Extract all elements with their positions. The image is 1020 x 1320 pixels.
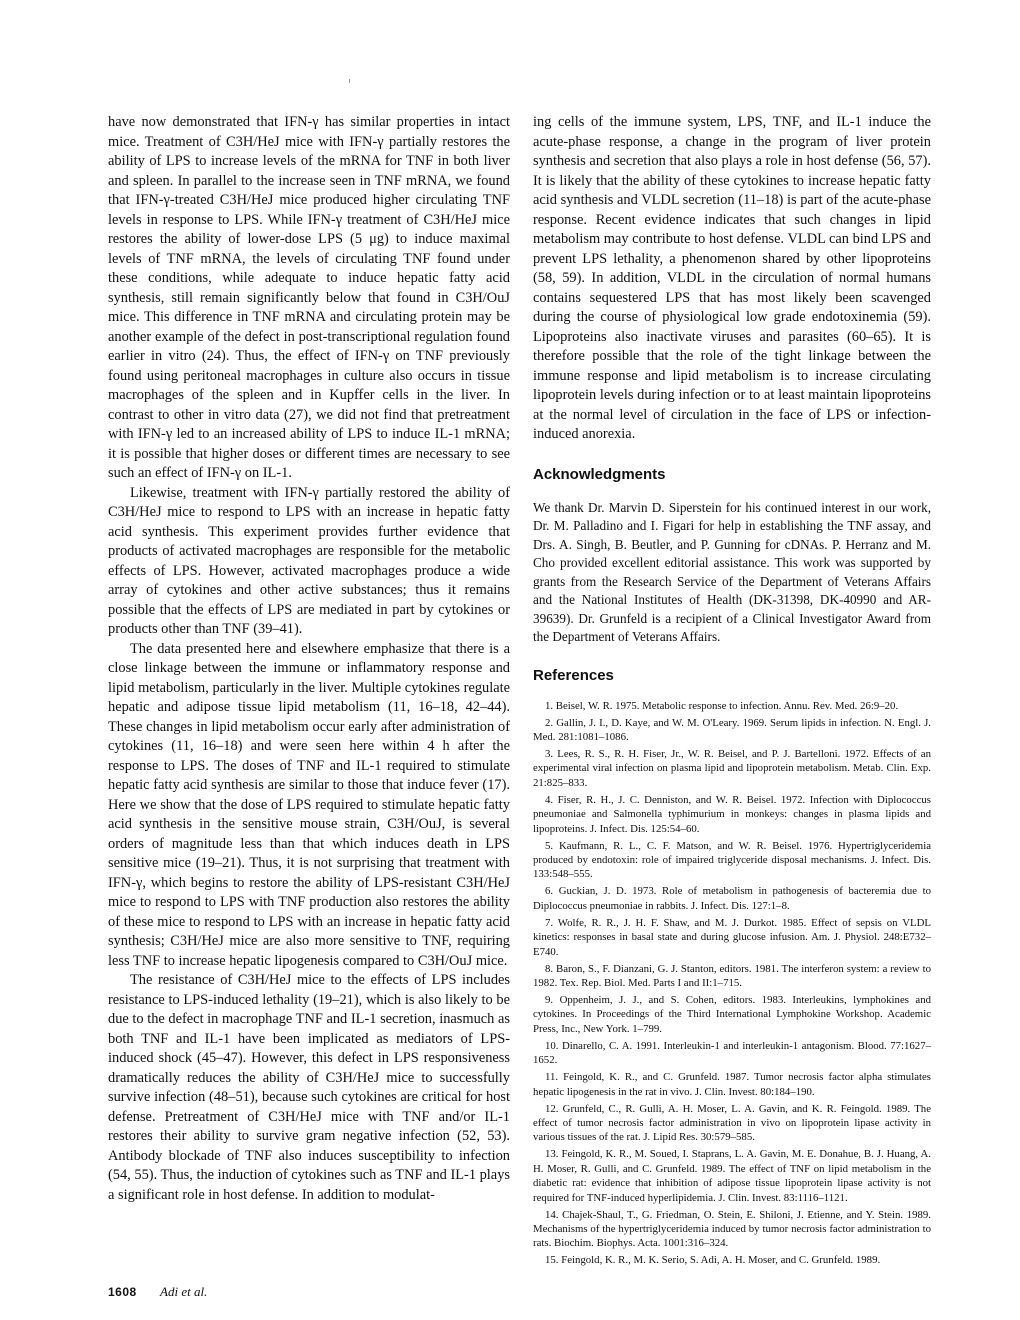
reference-list	[533, 699, 931, 1268]
page-footer	[108, 1284, 207, 1300]
reference-item: 7. Wolfe, R. R., J. H. F. Shaw, and M. J. Durkot. 1985. Effect of sepsis on VLDL kinetics: responses in basal state and during glucose infusion. Am. J. Physiol. 248:E732–E740.	[533, 916, 931, 958]
reference-item: 1. Beisel, W. R. 1975. Metabolic response to infection. Annu. Rev. Med. 26:9–20.	[545, 699, 899, 712]
right-continuation-paragraph: ing cells of the immune system, LPS, TNF, and IL-1 induce the acute-phase response, a change in the program of liver protein synthesis and secretion that also plays a role in host defense (56, 57). It is likely that the ability of these cytokines to increase hepatic fatty acid synthesis and VLDL secretion (11–18) is part of the acute-phase response. Recent evidence indicates that such changes in lipid metabolism may contribute to host defense. VLDL can bind LPS and prevent LPS lethality, a phenomenon shared by other lipoproteins (58, 59). In addition, VLDL in the circulation of normal humans contains sequestered LPS that has most likely been scavenged during the course of physiological low grade endotoxinemia (59). Lipoproteins also inactivate viruses and parasites (60–65). It is therefore possible that the role of the tight linkage between the immune response and lipid metabolism is to increase circulating lipoprotein levels during infection or to at least maintain lipoproteins at the normal level of circulation in the face of LPS or infection-induced anorexia.	[533, 114, 931, 442]
references-heading: References	[533, 666, 614, 684]
acknowledgments-heading: Acknowledgments	[533, 465, 666, 483]
reference-item: 5. Kaufmann, R. L., C. F. Matson, and W. R. Beisel. 1976. Hypertriglyceridemia produced by endotoxin: role of impaired triglyceride disposal mechanisms. J. Infect. Dis. 133:548–555.	[533, 839, 931, 881]
reference-item: 8. Baron, S., F. Dianzani, G. J. Stanton, editors. 1981. The interferon system: a review to 1982. Tex. Rep. Biol. Med. Parts I and II:1–715.	[533, 962, 931, 989]
left-paragraph-1: have now demonstrated that IFN-γ has similar properties in intact mice. Treatment of C3H/HeJ mice with IFN-γ partially restores the ability of LPS to increase levels of the mRNA for TNF in both liver and spleen. In parallel to the increase seen in TNF mRNA, we found that IFN-γ-treated C3H/HeJ mice produced higher circulating TNF levels in response to LPS. While IFN-γ treatment of C3H/HeJ mice restores the ability of lower-dose LPS (5 μg) to induce maximal levels of TNF mRNA, the levels of circulating TNF found under these conditions, while adequate to induce hepatic fatty acid synthesis, still remain significantly below that found in C3H/OuJ mice. This difference in TNF mRNA and circulating protein may be another example of the defect in post-transcriptional regulation found earlier in vitro (24). Thus, the effect of IFN-γ on TNF previously found using peritoneal macrophages in culture also occurs in tissue macrophages of the spleen and in Kupffer cells in the liver. In contrast to other in vitro data (27), we did not find that pretreatment with IFN-γ led to an increased ability of LPS to induce IL-1 mRNA; it is possible that higher doses or different times are necessary to see such an effect of IFN-γ on IL-1.	[108, 114, 510, 481]
page-number: 1608	[108, 1285, 137, 1299]
reference-item: 6. Guckian, J. D. 1973. Role of metabolism in pathogenesis of bacteremia due to Diplococcus pneumoniae in rabbits. J. Infect. Dis. 127:1–8.	[533, 885, 931, 912]
reference-item: 11. Feingold, K. R., and C. Grunfeld. 1987. Tumor necrosis factor alpha stimulates hepatic lipogenesis in the rat in vivo. J. Clin. Invest. 80:184–190.	[533, 1071, 931, 1098]
reference-item: 3. Lees, R. S., R. H. Fiser, Jr., W. R. Beisel, and P. J. Bartelloni. 1972. Effects of an experimental viral infection on plasma lipid and lipoprotein metabolism. Metab. Clin. Exp. 21:825–833.	[533, 747, 931, 789]
reference-item: 14. Chajek-Shaul, T., G. Friedman, O. Stein, E. Shiloni, J. Etienne, and Y. Stein. 1989. Mechanisms of the hypertriglyceridemia induced by tumor necrosis factor administration to rats. Biochim. Biophys. Acta. 1001:316–324.	[533, 1208, 931, 1250]
running-author: Adi et al.	[160, 1284, 208, 1299]
reference-item: 9. Oppenheim, J. J., and S. Cohen, editors. 1983. Interleukins, lymphokines and cytokines. In Proceedings of the Third International Lymphokine Workshop. Academic Press, Inc., New York. 1–799.	[533, 993, 931, 1035]
left-paragraph-2: Likewise, treatment with IFN-γ partially restored the ability of C3H/HeJ mice to respond to LPS with an increase in hepatic fatty acid synthesis. This experiment provides further evidence that products of activated macrophages are responsible for the metabolic effects of LPS. However, activated macrophages produce a wide array of cytokines and other active substances; thus it remains possible that the effects of LPS are mediated in part by cytokines or products other than TNF (39–41).	[108, 484, 510, 637]
scan-mark	[349, 79, 350, 83]
reference-item: 4. Fiser, R. H., J. C. Denniston, and W. R. Beisel. 1972. Infection with Diplococcus pneumoniae and Salmonella typhimurium in monkeys: changes in plasma lipids and lipoproteins. J. Infect. Dis. 125:54–60.	[533, 793, 931, 835]
acknowledgments-text: We thank Dr. Marvin D. Siperstein for his continued interest in our work, Dr. M. Palladino and I. Figari for help in establishing the TNF assay, and Drs. A. Singh, B. Beutler, and P. Gunning for cDNAs. P. Herranz and M. Cho provided excellent editorial assistance. This work was supported by grants from the Research Service of the Department of Veterans Affairs and the National Institutes of Health (DK-31398, DK-40990 and AR-39639). Dr. Grunfeld is a recipient of a Clinical Investigator Award from the Department of Veterans Affairs.	[533, 499, 931, 644]
reference-item: 10. Dinarello, C. A. 1991. Interleukin-1 and interleukin-1 antagonism. Blood. 77:1627–1652.	[533, 1039, 931, 1067]
reference-item: 12. Grunfeld, C., R. Gulli, A. H. Moser, L. A. Gavin, and K. R. Feingold. 1989. The effect of tumor necrosis factor administration in vivo on lipoprotein lipase activity in various tissues of the rat. J. Lipid Res. 30:579–585.	[533, 1102, 931, 1144]
left-column	[108, 113, 510, 1205]
right-column	[533, 113, 931, 1270]
left-paragraph-3: The data presented here and elsewhere emphasize that there is a close linkage between the immune or inflammatory response and lipid metabolism, particularly in the liver. Multiple cytokines regulate hepatic and adipose tissue lipid metabolism (11, 16–18, 42–44). These changes in lipid metabolism occur early after administration of cytokines (11, 16–18) and were seen here within 4 h after the response to LPS. The doses of TNF and IL-1 required to stimulate hepatic fatty acid synthesis are similar to those that induce fever (17). Here we show that the dose of LPS required to stimulate hepatic fatty acid synthesis in the sensitive mouse strain, C3H/OuJ, is several orders of magnitude less than that which induces death in LPS sensitive mice (19–21). Thus, it is not surprising that treatment with IFN-γ, which begins to restore the ability of LPS-resistant C3H/HeJ mice to respond to LPS with TNF production also restores the ability of these mice to respond to LPS with an increase in hepatic fatty acid synthesis; C3H/HeJ mice are also more sensitive to TNF, requiring less TNF to increase hepatic lipogenesis compared to C3H/OuJ mice.	[108, 640, 510, 969]
reference-item: 13. Feingold, K. R., M. Soued, I. Staprans, L. A. Gavin, M. E. Donahue, B. J. Huang, A. H. Moser, R. Gulli, and C. Grunfeld. 1989. The effect of TNF on lipid metabolism in the diabetic rat: evidence that inhibition of adipose tissue lipoprotein lipase activity is not required for TNF-induced hyperlipidemia. J. Clin. Invest. 83:1116–1121.	[533, 1148, 931, 1204]
reference-item: 15. Feingold, K. R., M. K. Serio, S. Adi, A. H. Moser, and C. Grunfeld. 1989.	[545, 1254, 881, 1267]
left-paragraph-4: The resistance of C3H/HeJ mice to the effects of LPS includes resistance to LPS-induced lethality (19–21), which is also likely to be due to the defect in macrophage TNF and IL-1 secretion, inasmuch as both TNF and IL-1 have been implicated as mediators of LPS-induced shock (45–47). However, this defect in LPS responsiveness dramatically reduces the ability of C3H/HeJ mice to successfully survive infection (48–51), because such cytokines are critical for host defense. Pretreatment of C3H/HeJ mice with TNF and/or IL-1 restores their ability to survive gram negative infection (52, 53). Antibody blockade of TNF also induces susceptibility to infection (54, 55). Thus, the induction of cytokines such as TNF and IL-1 plays a significant role in host defense. In addition to modulat-	[108, 972, 510, 1203]
reference-item: 2. Gallin, J. I., D. Kaye, and W. M. O'Leary. 1969. Serum lipids in infection. N. Engl. J. Med. 281:1081–1086.	[533, 716, 931, 743]
